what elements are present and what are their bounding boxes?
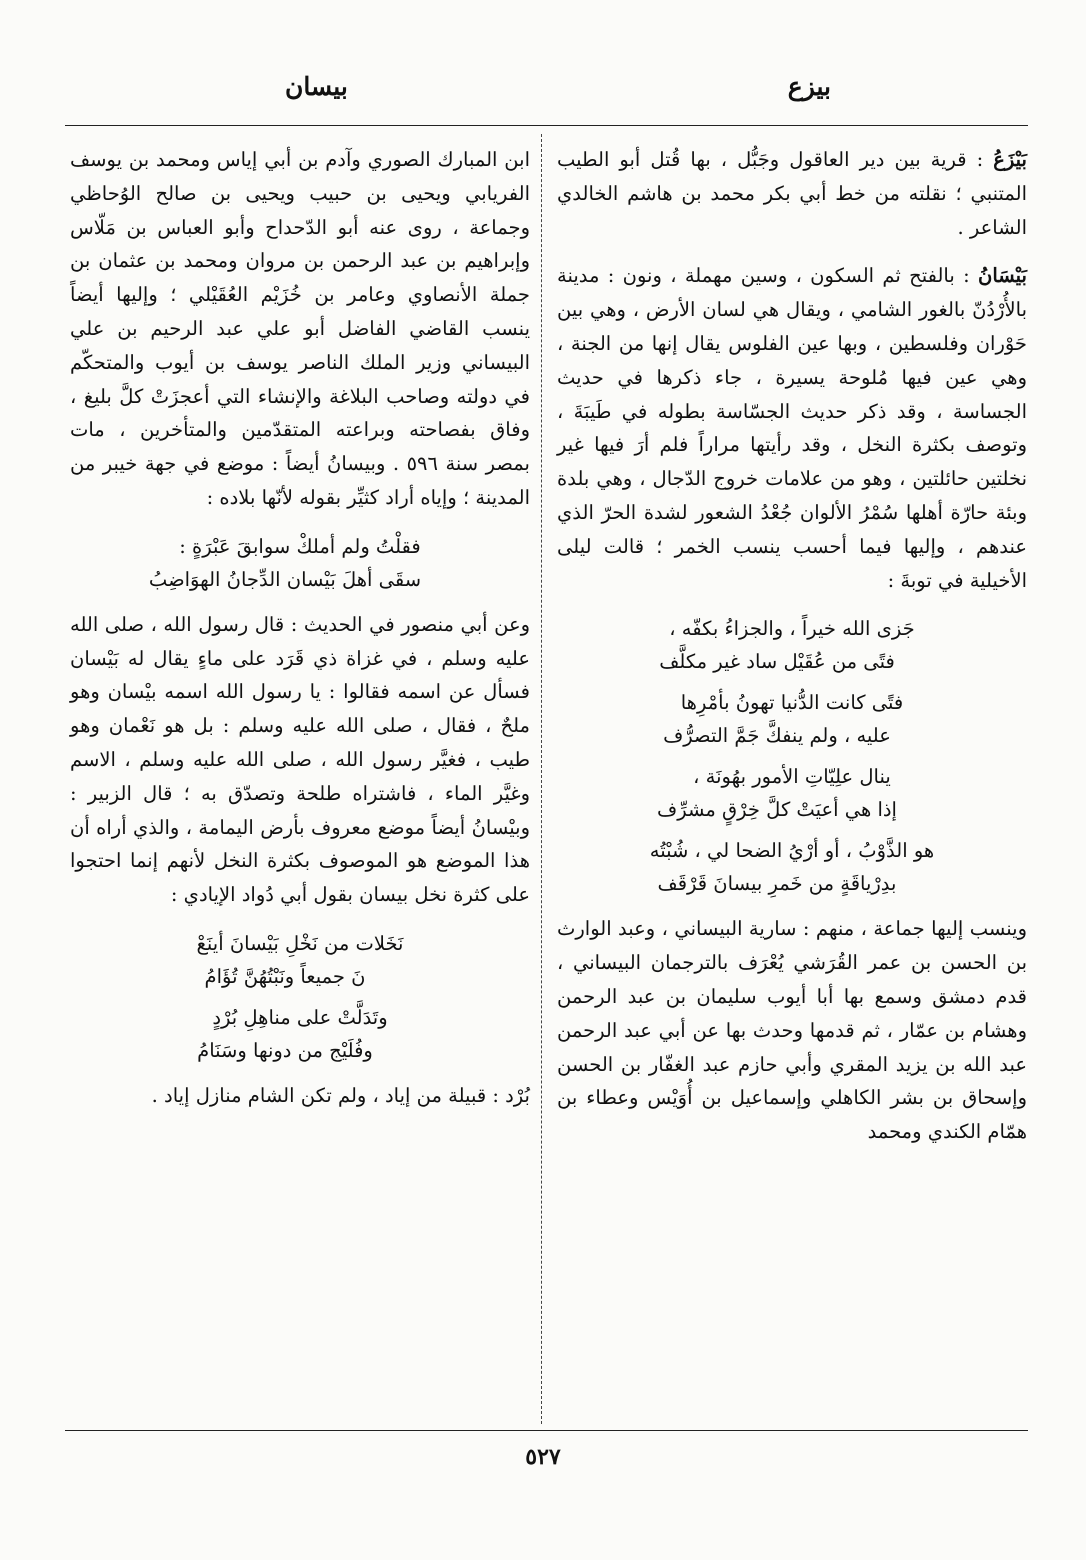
poem-line: جَزى الله خيراً ، والجزاءُ بكفّه ، bbox=[669, 617, 915, 641]
paragraph: ابن المبارك الصوري وآدم بن أبي إياس ومحمد بن يوسف الفريابي ويحيى بن حبيب ويحيى بن صالح الوُحاظي وجماعة ، روى عنه أبو الدّحداح وأبو العباس بن مَلّاس وإبراهيم بن عبد الرحمن بن مروان ومحمد بن عثمان بن جملة الأنصاوي وعامر بن خُزَيْم العُقَيْلي ؛ وإليها أيضاً ينسب القاضي الفاضل أبو علي عبد الرحيم بن علي البيساني وزير الملك الناصر يوسف بن أيوب والمتحكّم في دولته وصاحب البلاغة والإنشاء التي أعجزَتْ كلَّ بليغ ، وفاق بفصاحته وبراعته المتقدّمين والمتأخرين ، مات بمصر سنة ٥٩٦ . وبيسانُ أيضاً : موضع في جهة خيبر من المدينة ؛ وإياه أراد كثيِّر بقوله لأنّها بلاده : bbox=[70, 148, 530, 509]
poem-line: عليه ، ولم ينفكَّ جَمَّ التصرُّف bbox=[663, 724, 891, 748]
poem-line: فتًى كانت الدُّنيا تهونُ بأمْرِها bbox=[680, 691, 904, 715]
entry-headword: بَيْزَعُ bbox=[993, 148, 1027, 171]
poem-layla bbox=[557, 612, 1027, 900]
poem-line: هو الذَّوْبُ ، أو أرْيُ الضحا لي ، شُبْتُه bbox=[649, 839, 935, 863]
poem-kuthayyir bbox=[70, 530, 530, 596]
running-header-right: بيزع bbox=[787, 72, 831, 101]
entry-baysan bbox=[557, 259, 1027, 597]
poem-line: بدِرْياقَةٍ من خَمرِ بيسانَ قَرْقَف bbox=[657, 872, 897, 896]
entry-text: : بالفتح ثم السكون ، وسين مهملة ، ونون : مدينة بالأُرْدُنّ بالغور الشامي ، ويقال هي لسان الأرض ، وهي بين حَوْران وفلسطين ، وبها عين الفلوس يقال إنها من الجنة ، وهي عين فيها مُلوحة يسيرة ، جاء ذكرها في حديث الجساسة ، وقد ذكر حديث الجسّاسة بطوله في طَيبَةَ ، وتوصف بكثرة النخل ، وقد رأيتها مراراً فلم أرَ فيها غير نخلتين حائلتين ، وهو من علامات خروج الدّجال ، وهي بلدة وبئة حارّة أهلها سُمْرُ الألوان جُعْدُ الشعور لشدة الحرّ الذي عندهم ، وإليها فيما أحسب ينسب الخمر ؛ قالت ليلى الأخيلية في توبةَ : bbox=[557, 264, 1027, 592]
header-rule bbox=[65, 125, 1028, 126]
poem-line: فتًى من عُقَيْل ساد غير مكلَّف bbox=[659, 650, 895, 674]
entry-text: : قرية بين دير العاقول وجَبُّل ، بها قُتل أبو الطيب المتنبي ؛ نقلته من خط أبي بكر محمد بن هاشم الخالدي الشاعر . bbox=[557, 148, 1027, 239]
page-number: ٥٢٧ bbox=[525, 1444, 561, 1470]
paragraph: وعن أبي منصور في الحديث : قال رسول الله ، صلى الله عليه وسلم ، في غزاة ذي قَرَد على ماءٍ يقال له بَيْسان فسأل عن اسمه فقالوا : يا رسول الله اسمه بيْسان وهو ملحٌ ، فقال ، صلى الله عليه وسلم : بل هو نَعْمان وهو طيب ، فغيَّر رسول الله ، صلى الله عليه وسلم ، الاسم وغيَّر الماء ، فاشتراه طلحة وتصدّق به ؛ قال الزبير : وبيْسانُ أيضاً موضع معروف بأرض اليمامة ، والذي أراه أن هذا الموضع هو الموصوف بكثرة النخل لأنهم إنما احتجوا على كثرة نخل بيسان بقول أبي دُواد الإيادي : bbox=[70, 612, 530, 907]
poem-line: سقَى أهلَ بَيْسان الدِّجانُ الهوَاضِبُ bbox=[148, 567, 422, 591]
entry-headword: بَيْسَانُ bbox=[978, 264, 1027, 288]
poem-line: نَخَلات من نَخْلِ بَيْسانَ أينَعْ bbox=[196, 931, 404, 955]
paragraph: بُرْد : قبيلة من إياد ، ولم تكن الشام منازل إياد . bbox=[151, 1083, 530, 1107]
running-header-left: بيسان bbox=[285, 72, 348, 101]
poem-line: فقلْتُ ولم أملكْ سوابقَ عَبْرَةٍ : bbox=[179, 534, 421, 558]
entry-bayza bbox=[557, 143, 1027, 244]
entry-baysan-continued: وينسب إليها جماعة ، منهم : سارية البيساني ، وعبد الوارث بن الحسن بن عمر القُرَشي يُعْرَف بالترجمان البيساني ، قدم دمشق وسمع بها أبا أيوب سليمان بن عبد الرحمن وهشام بن عمّار ، ثم قدمها وحدث بها عن أبي عبد الرحمن عبد الله بن يزيد المقري وأبي حازم عبد الغفّار بن الحسن وإسحاق بن بشر الكاهلي وإسماعيل بن أُوَيْس وعطاء بن همّام الكندي ومحمد bbox=[557, 917, 1027, 1144]
poem-abu-duad bbox=[70, 927, 530, 1067]
left-column bbox=[70, 143, 530, 1128]
poem-line: ينال علِيّاتِ الأمور بهُونَة ، bbox=[693, 765, 891, 789]
footer-rule bbox=[65, 1430, 1028, 1431]
poem-line: إذا هي أعيَتْ كلَّ خِرْقٍ مشرِّف bbox=[657, 798, 897, 822]
column-divider bbox=[541, 134, 542, 1424]
poem-line: نَ جميعاً ونَبْتُهُنَّ تُؤَامُ bbox=[204, 964, 366, 988]
poem-line: وفُلَيْج من دونها وسَنَامُ bbox=[197, 1038, 373, 1062]
right-column bbox=[557, 143, 1027, 1164]
poem-line: وتَدَلَّتْ على مناهِلِ بُرْدٍ bbox=[212, 1005, 388, 1029]
